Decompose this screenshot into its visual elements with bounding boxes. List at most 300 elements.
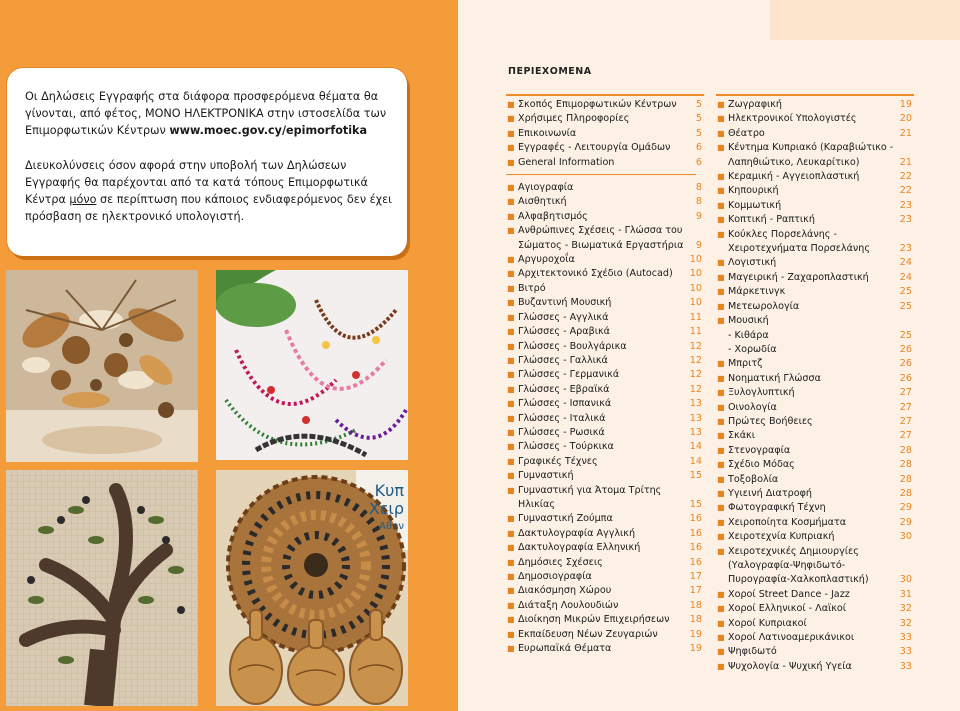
- toc-entry-page: 12: [689, 383, 702, 395]
- bullet-icon: ■: [717, 301, 725, 311]
- toc-entry-label: Βιτρό: [518, 282, 546, 294]
- bullet-icon: ■: [507, 413, 515, 423]
- bullet-icon: ■: [717, 229, 725, 239]
- bullet-icon: ■: [717, 100, 725, 109]
- toc-entry-page: 33: [899, 632, 912, 644]
- bullet-icon: ■: [717, 416, 725, 426]
- bullet-icon: ■: [507, 471, 515, 481]
- toc-entry[interactable]: [716, 127, 914, 141]
- toc-entry[interactable]: [506, 195, 704, 209]
- baskets-gourds-photo: [216, 470, 408, 706]
- toc-entry-label: Χρήσιμες Πληροφορίες: [518, 113, 630, 125]
- toc-entry-page: 19: [689, 643, 702, 655]
- toc-entry[interactable]: [506, 210, 704, 224]
- toc-entry-label: Κοπτική - Ραπτική: [728, 214, 815, 226]
- toc-entry-page: 12: [689, 369, 702, 381]
- toc-entry[interactable]: [716, 473, 914, 487]
- bullet-icon: ■: [507, 572, 515, 581]
- bullet-icon: ■: [507, 456, 515, 466]
- bullet-icon: ■: [507, 399, 515, 409]
- toc-entry-page: 20: [899, 113, 912, 125]
- bullet-icon: ■: [507, 485, 515, 495]
- toc-entry-page: 30: [899, 531, 912, 543]
- toc-entry-label: Αρχιτεκτονικό Σχέδιο (Autocad): [518, 268, 673, 280]
- toc-entry[interactable]: [506, 127, 704, 141]
- toc-entry[interactable]: [506, 584, 704, 598]
- toc-entry[interactable]: [716, 314, 914, 328]
- toc-entry[interactable]: [716, 415, 914, 429]
- toc-entry[interactable]: [716, 141, 914, 170]
- toc-entry[interactable]: [716, 660, 914, 674]
- left-page: [0, 0, 458, 711]
- toc-entry-label: Κούκλες Πορσελάνης - Χειροτεχνήματα Πορσελάνης: [728, 228, 870, 255]
- column-rule: [506, 94, 704, 96]
- toc-entry[interactable]: [716, 271, 914, 285]
- bullet-icon: ■: [507, 298, 515, 308]
- bullet-icon: ■: [717, 388, 725, 398]
- toc-entry-label: General Information: [518, 156, 615, 168]
- toc-entry-page: 16: [689, 542, 702, 554]
- toc-entry-page: 22: [899, 185, 912, 197]
- toc-column-2: [716, 94, 914, 674]
- bullet-icon: ■: [507, 442, 515, 452]
- toc-entry[interactable]: [506, 484, 704, 513]
- toc-entry[interactable]: [716, 170, 914, 184]
- website-link[interactable]: www.moec.gov.cy/epimorfotika: [169, 124, 368, 137]
- toc-entry-label: Μαγειρική - Ζαχαροπλαστική: [728, 271, 869, 283]
- toc-entry-page: 18: [689, 599, 702, 611]
- group-divider: [506, 174, 696, 175]
- toc-entry-page: 19: [689, 628, 702, 640]
- bullet-icon: ■: [717, 373, 725, 383]
- toc-entry[interactable]: [506, 628, 704, 642]
- toc-entry[interactable]: [716, 386, 914, 400]
- corner-decoration: [770, 0, 960, 40]
- toc-entry[interactable]: [506, 141, 704, 155]
- bullet-icon: ■: [717, 114, 725, 124]
- toc-entry[interactable]: [716, 228, 914, 257]
- toc-entry-label: Χοροί Ελληνικοί - Λαϊκοί: [728, 603, 847, 615]
- toc-title: ΠΕΡΙΕΧΟΜΕΝΑ: [508, 66, 592, 77]
- bullet-icon: ■: [717, 503, 725, 513]
- toc-entry[interactable]: [716, 329, 914, 343]
- bullet-icon: ■: [717, 532, 725, 542]
- toc-entry[interactable]: [716, 199, 914, 213]
- bullet-icon: ■: [507, 143, 515, 153]
- toc-entry[interactable]: [716, 112, 914, 126]
- toc-entry-label: Κέντημα Κυπριακό (Καραβιώτικο - Λαπηθιώτικο, Λευκαρίτικο): [728, 142, 894, 168]
- toc-entry[interactable]: [716, 602, 914, 616]
- toc-entry-page: 16: [689, 527, 702, 539]
- toc-entry[interactable]: [506, 541, 704, 555]
- toc-entry-page: 13: [689, 412, 702, 424]
- toc-entry-page: 6: [695, 142, 702, 154]
- toc-entry-page: 9: [695, 239, 702, 251]
- toc-entry-label: Διοίκηση Μικρών Επιχειρήσεων: [518, 614, 670, 626]
- bullet-icon: ■: [717, 474, 725, 484]
- toc-entry-page: 30: [899, 574, 912, 586]
- toc-entry-page: 16: [689, 513, 702, 525]
- toc-entry-label: Γλώσσες - Τούρκικα: [518, 441, 614, 453]
- toc-entry-page: 26: [899, 358, 912, 370]
- notice-paragraph-assistance: Διευκολύνσεις όσον αφορά στην υποβολή των Δηλώσεων Εγγραφής θα παρέχονται από τα κατά τόπους Επιμορφωτικά Κέντρα μόνο σε περίπτωση που κάποιος ενδιαφερόμενος δεν έχει πρόσβαση σε ηλεκτρονικό υπολογιστή.: [25, 159, 392, 223]
- toc-entry-label: Δημοσιογραφία: [518, 571, 592, 582]
- toc-entry-label: Ξυλογλυπτική: [728, 387, 795, 399]
- toc-entry-page: 21: [899, 156, 912, 168]
- toc-entry-label: Χοροί Κυπριακοί: [728, 617, 807, 629]
- toc-entry[interactable]: [716, 213, 914, 227]
- bullet-icon: ■: [717, 661, 725, 671]
- toc-entry-label: Γυμναστική: [518, 470, 574, 482]
- toc-entry-label: Κομμωτική: [728, 199, 782, 211]
- toc-entry[interactable]: [716, 429, 914, 443]
- bullet-icon: ■: [717, 200, 725, 210]
- toc-entry[interactable]: [506, 599, 704, 613]
- jewelry-photo: [216, 270, 408, 460]
- toc-entry[interactable]: [716, 501, 914, 515]
- toc-entry[interactable]: [506, 368, 704, 382]
- toc-entry-label: Αργυροχοΐα: [518, 254, 575, 266]
- bullet-icon: ■: [717, 488, 725, 498]
- toc-entry-page: 27: [899, 430, 912, 442]
- toc-entry[interactable]: [716, 645, 914, 659]
- toc-entry-label: Γλώσσες - Αγγλικά: [518, 311, 609, 323]
- toc-entry[interactable]: [506, 354, 704, 368]
- toc-entry-page: 9: [695, 210, 702, 222]
- toc-entry-page: 11: [689, 311, 702, 323]
- bullet-icon: ■: [507, 629, 515, 639]
- toc-entry-label: Διακόσμηση Χώρου: [518, 585, 612, 597]
- registration-notice-box: [7, 68, 407, 256]
- toc-entry-label: Γλώσσες - Γαλλικά: [518, 354, 608, 366]
- toc-entry-page: 10: [689, 297, 702, 309]
- toc-entry[interactable]: [716, 444, 914, 458]
- bullet-icon: ■: [507, 543, 515, 553]
- bullet-icon: ■: [507, 183, 515, 193]
- flower-arrangement-photo: [6, 270, 198, 462]
- toc-entry[interactable]: [506, 469, 704, 483]
- toc-entry-page: 10: [689, 282, 702, 294]
- toc-entry[interactable]: [506, 267, 704, 281]
- toc-entry-page: 24: [899, 271, 912, 283]
- toc-entry-label: Κηπουρική: [728, 185, 779, 197]
- toc-entry[interactable]: [506, 98, 704, 112]
- toc-entry[interactable]: [716, 184, 914, 198]
- toc-entry-label: Επικοινωνία: [518, 127, 577, 139]
- toc-entry-label: Νοηματική Γλώσσα: [728, 372, 821, 384]
- toc-entry[interactable]: [716, 530, 914, 544]
- bullet-icon: ■: [507, 283, 515, 293]
- toc-entry-label: Μουσική: [728, 315, 769, 327]
- toc-entry-page: 22: [899, 171, 912, 183]
- toc-entry-label: Αισθητική: [518, 196, 567, 208]
- bullet-icon: ■: [507, 312, 515, 322]
- toc-entry-page: 27: [899, 387, 912, 399]
- toc-entry-label: Τοξοβολία: [728, 473, 779, 485]
- notice-paragraph-online: Οι Δηλώσεις Εγγραφής στα διάφορα προσφερόμενα θέματα θα γίνονται, από φέτος, ΜΟΝΟ ΗΛΕΚΤΡΟΝΙΚΑ στην ιστοσελίδα των Επιμορφωτικών Κέντρων www.moec.gov.cy/epimorfotika: [25, 90, 387, 137]
- bullet-icon: ■: [717, 618, 725, 628]
- toc-entry-page: 5: [695, 113, 702, 125]
- bullet-icon: ■: [717, 517, 725, 527]
- toc-entry-page: 23: [899, 243, 912, 255]
- toc-entry-page: 28: [899, 487, 912, 499]
- toc-entry-label: Εγγραφές - Λειτουργία Ομάδων: [518, 142, 671, 154]
- toc-entry-page: 18: [689, 614, 702, 626]
- bullet-icon: ■: [717, 431, 725, 441]
- bullet-icon: ■: [717, 172, 725, 182]
- toc-entry[interactable]: [716, 98, 914, 112]
- toc-group-courses-b: [716, 98, 914, 674]
- bullet-icon: ■: [717, 647, 725, 657]
- right-page: [458, 0, 960, 711]
- toc-entry-page: 15: [689, 498, 702, 510]
- toc-column-1: [506, 94, 704, 656]
- toc-entry[interactable]: [716, 300, 914, 314]
- bullet-icon: ■: [717, 186, 725, 196]
- bullet-icon: ■: [507, 327, 515, 337]
- toc-entry-label: Σκάκι: [728, 430, 755, 442]
- toc-group-courses-a: [506, 181, 704, 656]
- toc-entry[interactable]: [506, 112, 704, 126]
- bullet-icon: ■: [507, 600, 515, 610]
- toc-entry-label: Βυζαντινή Μουσική: [518, 297, 612, 309]
- toc-entry-page: 14: [689, 441, 702, 453]
- toc-entry-label: Σκοπός Επιμορφωτικών Κέντρων: [518, 99, 677, 110]
- toc-entry-label: Ψυχολογία - Ψυχική Υγεία: [728, 660, 852, 672]
- toc-entry[interactable]: [716, 631, 914, 645]
- toc-entry[interactable]: [716, 285, 914, 299]
- bullet-icon: ■: [507, 128, 515, 138]
- toc-entry-label: Γλώσσες - Ιταλικά: [518, 412, 606, 424]
- toc-entry[interactable]: [506, 224, 704, 253]
- baskets-photo-caption: Κυπ Χειρ Αθην: [368, 481, 404, 532]
- toc-entry-label: Χοροί Λατινοαμερικάνικοι: [728, 632, 855, 644]
- toc-entry-page: 24: [899, 257, 912, 269]
- toc-entry-page: 29: [899, 516, 912, 528]
- bullet-icon: ■: [507, 269, 515, 279]
- toc-entry-label: Λογιστική: [728, 257, 777, 269]
- bullet-icon: ■: [507, 355, 515, 365]
- toc-entry-label: Πρώτες Βοήθειες: [728, 415, 813, 427]
- toc-entry[interactable]: [506, 556, 704, 570]
- toc-entry[interactable]: [716, 617, 914, 631]
- toc-entry-label: Χειροποίητα Κοσμήματα: [728, 516, 847, 528]
- bullet-icon: ■: [717, 460, 725, 470]
- bullet-icon: ■: [507, 197, 515, 207]
- toc-entry[interactable]: [716, 357, 914, 371]
- toc-entry-page: 25: [899, 286, 912, 298]
- toc-entry[interactable]: [716, 487, 914, 501]
- toc-entry[interactable]: [506, 570, 704, 584]
- toc-entry-page: 5: [695, 99, 702, 110]
- toc-entry-page: 28: [899, 473, 912, 485]
- toc-entry[interactable]: [506, 512, 704, 526]
- toc-entry-page: 33: [899, 660, 912, 672]
- column-rule: [716, 94, 914, 96]
- toc-entry-page: 17: [689, 585, 702, 597]
- toc-entry-page: 10: [689, 254, 702, 266]
- toc-entry[interactable]: [506, 412, 704, 426]
- toc-entry-page: 23: [899, 214, 912, 226]
- bullet-icon: ■: [507, 586, 515, 596]
- toc-entry-page: 25: [899, 329, 912, 341]
- bullet-icon: ■: [717, 272, 725, 282]
- toc-entry-label: Γλώσσες - Γερμανικά: [518, 369, 620, 381]
- toc-entry-page: 16: [689, 556, 702, 568]
- toc-entry-page: 23: [899, 199, 912, 211]
- toc-entry-page: 12: [689, 354, 702, 366]
- toc-entry-page: 29: [899, 502, 912, 514]
- toc-entry-label: Γυμναστική Ζούμπα: [518, 513, 613, 525]
- bullet-icon: ■: [507, 100, 515, 109]
- toc-entry-page: 27: [899, 415, 912, 427]
- bullet-icon: ■: [507, 427, 515, 437]
- toc-entry-page: 8: [695, 196, 702, 208]
- toc-entry[interactable]: [506, 642, 704, 656]
- toc-entry-page: 13: [689, 426, 702, 438]
- bullet-icon: ■: [717, 402, 725, 412]
- bullet-icon: ■: [717, 316, 725, 326]
- toc-entry-page: 11: [689, 326, 702, 338]
- bullet-icon: ■: [717, 546, 725, 556]
- bullet-icon: ■: [507, 341, 515, 351]
- bullet-icon: ■: [507, 528, 515, 538]
- toc-entry-label: Διάταξη Λουλουδιών: [518, 599, 619, 611]
- toc-entry-label: Κεραμική - Αγγειοπλαστική: [728, 171, 860, 183]
- toc-entry-label: Ευρωπαϊκά Θέματα: [518, 643, 612, 655]
- toc-entry-label: Μάρκετινγκ: [728, 286, 786, 298]
- toc-entry-page: 15: [689, 470, 702, 482]
- toc-entry[interactable]: [506, 397, 704, 411]
- toc-entry[interactable]: [716, 545, 914, 588]
- toc-entry-page: 26: [899, 372, 912, 384]
- bullet-icon: ■: [507, 226, 515, 236]
- toc-entry-label: Οινολογία: [728, 401, 777, 413]
- toc-entry-page: 26: [899, 343, 912, 355]
- toc-entry-page: 31: [899, 588, 912, 600]
- toc-entry-label: Γλώσσες - Αραβικά: [518, 326, 610, 338]
- bullet-icon: ■: [507, 514, 515, 524]
- toc-entry-page: 25: [899, 300, 912, 312]
- toc-entry-label: Εκπαίδευση Νέων Ζευγαριών: [518, 628, 658, 640]
- toc-entry[interactable]: [506, 426, 704, 440]
- toc-entry-label: - Κιθάρα: [728, 329, 769, 341]
- bullet-icon: ■: [507, 557, 515, 567]
- toc-entry-label: Δημόσιες Σχέσεις: [518, 556, 603, 568]
- toc-entry-label: Γλώσσες - Ρωσικά: [518, 426, 605, 438]
- toc-entry-label: Δακτυλογραφία Αγγλική: [518, 527, 636, 539]
- toc-entry-label: Ψηφιδωτό: [728, 646, 777, 658]
- toc-entry[interactable]: [506, 296, 704, 310]
- bullet-icon: ■: [507, 255, 515, 265]
- toc-entry-label: Αλφαβητισμός: [518, 210, 588, 222]
- toc-entry-label: Γραφικές Τέχνες: [518, 455, 598, 467]
- toc-entry[interactable]: [716, 401, 914, 415]
- toc-entry[interactable]: [506, 311, 704, 325]
- toc-entry-label: Χειροτεχνικές Δημιουργίες (Υαλογραφία-Ψηφιδωτό-Πυρογραφία-Χαλκοπλαστική): [728, 545, 869, 586]
- bullet-icon: ■: [717, 445, 725, 455]
- toc-entry-page: 10: [689, 268, 702, 280]
- toc-entry[interactable]: [716, 256, 914, 270]
- toc-entry-page: 19: [899, 99, 912, 110]
- toc-entry-label: Στενογραφία: [728, 444, 791, 456]
- toc-entry-label: Δακτυλογραφία Ελληνική: [518, 542, 641, 554]
- toc-entry-label: Χειροτεχνία Κυπριακή: [728, 531, 835, 543]
- toc-entry-page: 27: [899, 401, 912, 413]
- toc-group-general: [506, 98, 704, 170]
- bullet-icon: ■: [717, 359, 725, 369]
- toc-entry[interactable]: [506, 181, 704, 195]
- toc-entry[interactable]: [506, 282, 704, 296]
- toc-entry[interactable]: [506, 156, 704, 170]
- toc-entry[interactable]: [716, 343, 914, 357]
- toc-entry[interactable]: [506, 325, 704, 339]
- bullet-icon: ■: [717, 258, 725, 268]
- toc-entry-label: Γλώσσες - Ισπανικά: [518, 398, 612, 410]
- bullet-icon: ■: [507, 644, 515, 654]
- toc-entry-page: 5: [695, 127, 702, 139]
- toc-entry-page: 6: [695, 156, 702, 168]
- mosaic-tree-photo: [6, 470, 198, 706]
- toc-entry-label: Γυμναστική για Άτομα Τρίτης Ηλικίας: [518, 484, 662, 510]
- bullet-icon: ■: [717, 287, 725, 297]
- toc-entry-page: 32: [899, 603, 912, 615]
- bullet-icon: ■: [717, 143, 725, 153]
- bullet-icon: ■: [507, 615, 515, 625]
- bullet-icon: ■: [507, 370, 515, 380]
- toc-entry-page: 28: [899, 444, 912, 456]
- toc-entry-label: Ηλεκτρονικοί Υπολογιστές: [728, 113, 857, 125]
- toc-entry-label: Φωτογραφική Τέχνη: [728, 502, 826, 514]
- toc-entry-page: 21: [899, 127, 912, 139]
- toc-entry-page: 33: [899, 646, 912, 658]
- bullet-icon: ■: [717, 215, 725, 225]
- toc-entry-label: Αγιογραφία: [518, 182, 574, 194]
- toc-entry[interactable]: [716, 588, 914, 602]
- toc-entry-page: 17: [689, 571, 702, 582]
- toc-entry[interactable]: [506, 527, 704, 541]
- toc-entry-label: Θέατρο: [728, 127, 765, 139]
- bullet-icon: ■: [717, 604, 725, 614]
- toc-entry[interactable]: [506, 253, 704, 267]
- bullet-icon: ■: [717, 128, 725, 138]
- toc-entry-page: 12: [689, 340, 702, 352]
- toc-entry[interactable]: [506, 613, 704, 627]
- bullet-icon: ■: [717, 589, 725, 599]
- toc-entry[interactable]: [506, 440, 704, 454]
- toc-entry[interactable]: [716, 372, 914, 386]
- toc-entry-label: Γλώσσες - Εβραϊκά: [518, 383, 610, 395]
- bullet-icon: ■: [507, 384, 515, 394]
- toc-entry-label: Ανθρώπινες Σχέσεις - Γλώσσα του Σώματος - Βιωματικά Εργαστήρια: [518, 225, 684, 251]
- toc-entry-page: 28: [899, 459, 912, 471]
- toc-entry-page: 8: [695, 182, 702, 194]
- toc-entry[interactable]: [506, 383, 704, 397]
- toc-entry[interactable]: [506, 340, 704, 354]
- bullet-icon: ■: [507, 157, 515, 167]
- bullet-icon: ■: [507, 114, 515, 124]
- toc-entry-label: Μετεωρολογία: [728, 300, 800, 312]
- toc-entry[interactable]: [716, 516, 914, 530]
- toc-entry-label: Χοροί Street Dance - Jazz: [728, 588, 850, 600]
- toc-entry[interactable]: [506, 455, 704, 469]
- toc-entry-label: Μπριτζ: [728, 358, 763, 370]
- toc-entry-label: Σχέδιο Μόδας: [728, 459, 795, 471]
- toc-entry[interactable]: [716, 458, 914, 472]
- bullet-icon: ■: [717, 633, 725, 643]
- toc-entry-label: Γλώσσες - Βουλγάρικα: [518, 340, 627, 352]
- toc-entry-page: 32: [899, 617, 912, 629]
